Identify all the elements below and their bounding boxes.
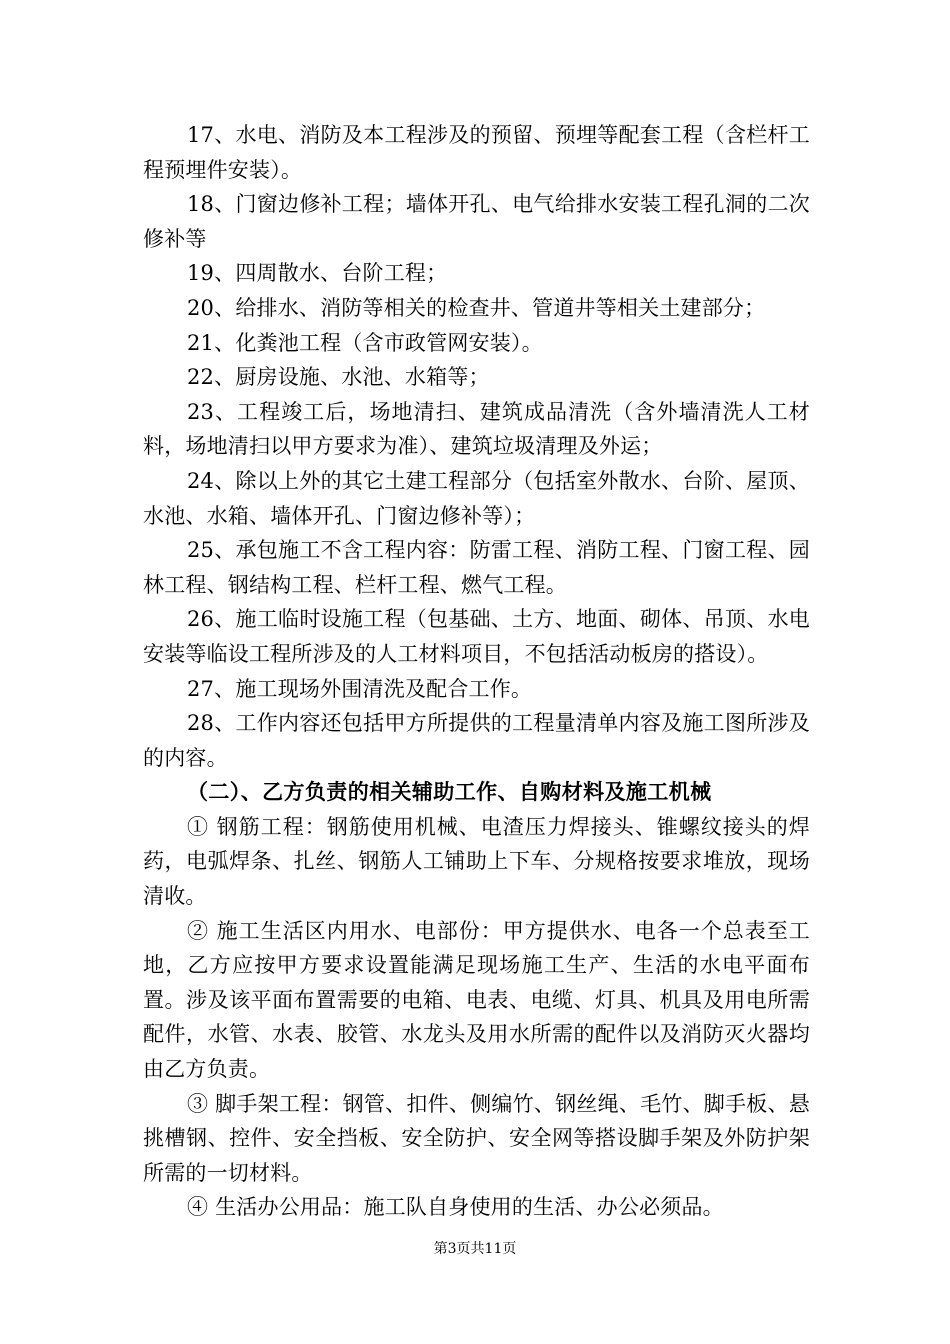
paragraph-item-19: 19、四周散水、台阶工程； [187, 261, 448, 286]
list-item-office-supplies: ④ 生活办公用品：施工队自身使用的生活、办公必须品。 [187, 1195, 724, 1220]
page-number-footer: 第3页共11页 [433, 1241, 517, 1257]
paragraph-item-28: 28、工作内容还包括甲方所提供的工程量清单内容及施工图所涉及的内容。 [143, 711, 810, 770]
paragraph-item-17: 17、水电、消防及本工程涉及的预留、预埋等配套工程（含栏杆工程预埋件安装）。 [143, 123, 810, 182]
paragraph-item-22: 22、厨房设施、水池、水箱等； [187, 365, 490, 390]
list-item-rebar: ① 钢筋工程：钢筋使用机械、电渣压力焊接头、锥螺纹接头的焊药，电弧焊条、扎丝、钢筋人工铺助上下车、分规格按要求堆放，现场清收。 [143, 814, 810, 909]
paragraph-item-24: 24、除以上外的其它土建工程部分（包括室外散水、台阶、屋顶、水池、水箱、墙体开孔、门窗边修补等）； [143, 468, 810, 528]
paragraph-item-25: 25、承包施工不含工程内容：防雷工程、消防工程、门窗工程、园林工程、钢结构工程、栏杆工程、燃气工程。 [143, 538, 810, 597]
paragraph-item-27: 27、施工现场外围清洗及配合工作。 [187, 676, 533, 701]
section-heading: （二）、乙方负责的相关辅助工作、自购材料及施工机械 [187, 779, 712, 805]
list-item-water-power: ② 施工生活区内用水、电部份：甲方提供水、电各一个总表至工地，乙方应按甲方要求设置能满足现场施工生产、生活的水电平面布置。涉及该平面布置需要的电箱、电表、电缆、灯具、机具及用电所需配件，水管、水表、胶管、水龙头及用水所需的配件以及消防灭火器均由乙方负责。 [143, 918, 810, 1082]
paragraph-item-21: 21、化粪池工程（含市政管网安装）。 [187, 330, 543, 355]
paragraph-item-18: 18、门窗边修补工程；墙体开孔、电气给排水安装工程孔洞的二次修补等 [143, 192, 810, 251]
paragraph-item-20: 20、给排水、消防等相关的检查井、管道井等相关土建部分； [187, 295, 766, 320]
list-item-scaffolding: ③ 脚手架工程：钢管、扣件、侧编竹、钢丝绳、毛竹、脚手板、悬挑槽钢、控件、安全挡板、安全防护、安全网等搭设脚手架及外防护架所需的一切材料。 [143, 1091, 810, 1185]
paragraph-item-26: 26、施工临时设施工程（包基础、土方、地面、砌体、吊顶、水电安装等临设工程所涉及的人工材料项目，不包括活动板房的搭设）。 [143, 607, 810, 666]
paragraph-item-23: 23、工程竣工后，场地清扫、建筑成品清洗（含外墙清洗人工材料，场地清扫以甲方要求为准）、建筑垃圾清理及外运； [143, 399, 810, 459]
document-body [143, 118, 810, 1225]
